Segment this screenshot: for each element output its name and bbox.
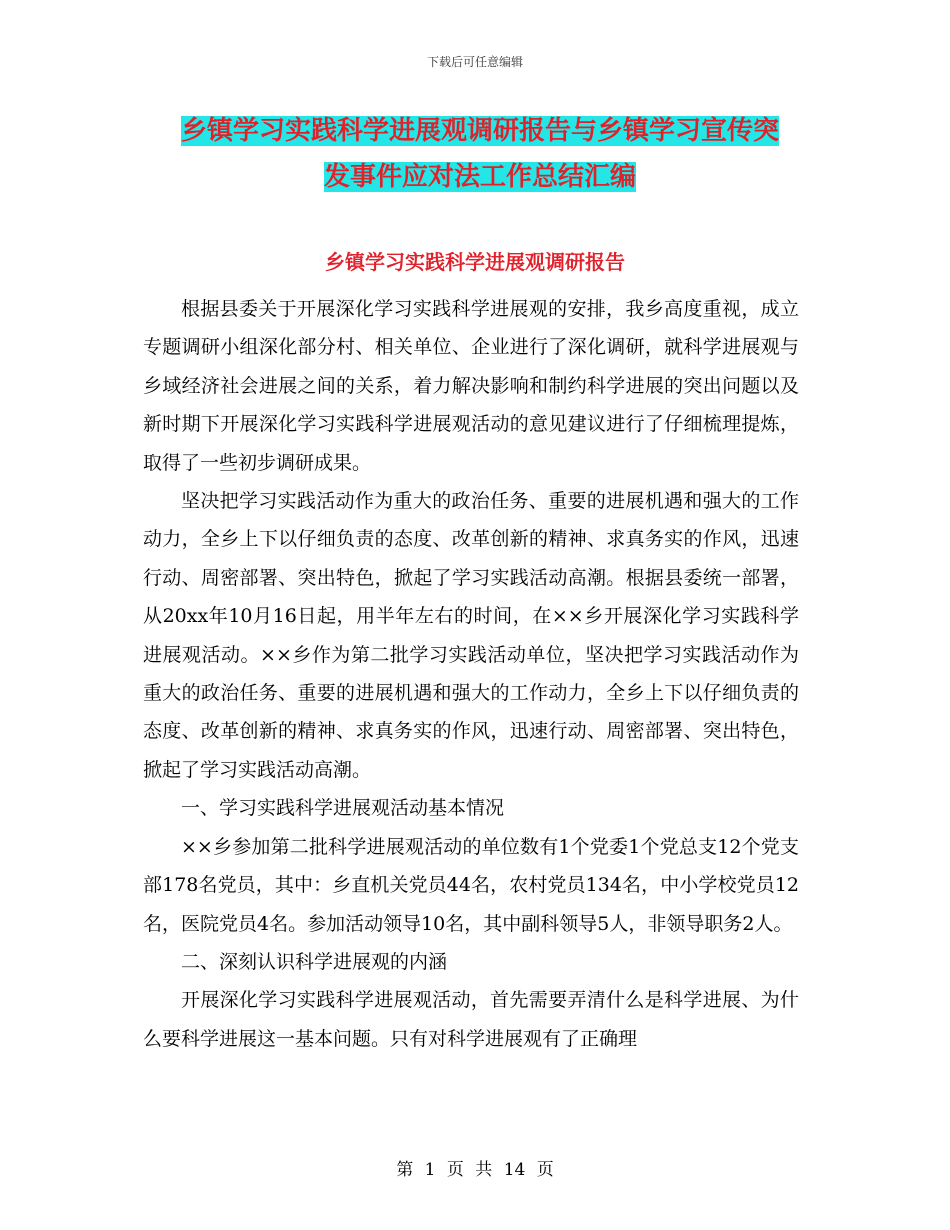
paragraph: 开展深化学习实践科学进展观活动，首先需要弄清什么是科学进展、为什么要科学进展这一基本问题。只有对科学进展观有了正确理 — [143, 989, 799, 1050]
paragraph: 坚决把学习实践活动作为重大的政治任务、重要的进展机遇和强大的工作动力，全乡上下以仔细负责的态度、改革创新的精神、求真务实的作风，迅速行动、周密部署、突出特色，掀起了学习实践活动高潮。根据县委统一部署，从20xx年10月16日起，用半年左右的时间，在××乡开展深化学习实践科学进展观活动。××乡作为第二批学习实践活动单位，坚决把学习实践活动作为重大的政治任务、重要的进展机遇和强大的工作动力，全乡上下以仔细负责的态度、改革创新的精神、求真务实的作风，迅速行动、周密部署、突出特色，掀起了学习实践活动高潮。 — [143, 490, 799, 781]
subheading: 一、学习实践科学进展观活动基本情况 — [181, 797, 505, 820]
paragraph: 根据县委关于开展深化学习实践科学进展观的安排，我乡高度重视，成立专题调研小组深化部分村、相关单位、企业进行了深化调研，就科学进展观与乡域经济社会进展之间的关系，着力解决影响和制约科学进展的突出问题以及新时期下开展深化学习实践科学进展观活动的意见建议进行了仔细梳理提炼，取得了一些初步调研成果。 — [143, 298, 799, 474]
document-title-line-1: 乡镇学习实践科学进展观调研报告与乡镇学习宣传突 — [180, 116, 779, 146]
document-title-line-2: 发事件应对法工作总结汇编 — [323, 162, 636, 192]
header-note: 下载后可任意编辑 — [426, 55, 523, 69]
page-number-footer: 第 1 页 共 14 页 — [396, 1160, 554, 1180]
paragraph: ××乡参加第二批科学进展观活动的单位数有1个党委1个党总支12个党支部178名党员，其中：乡直机关党员44名，农村党员134名，中小学校党员12名，医院党员4名。参加活动领导10名，其中副科领导5人，非领导职务2人。 — [143, 835, 799, 935]
document-title — [150, 108, 810, 200]
section-title: 乡镇学习实践科学进展观调研报告 — [325, 250, 625, 274]
subheading: 二、深刻认识科学进展观的内涵 — [181, 950, 448, 973]
document-body — [143, 290, 799, 1058]
